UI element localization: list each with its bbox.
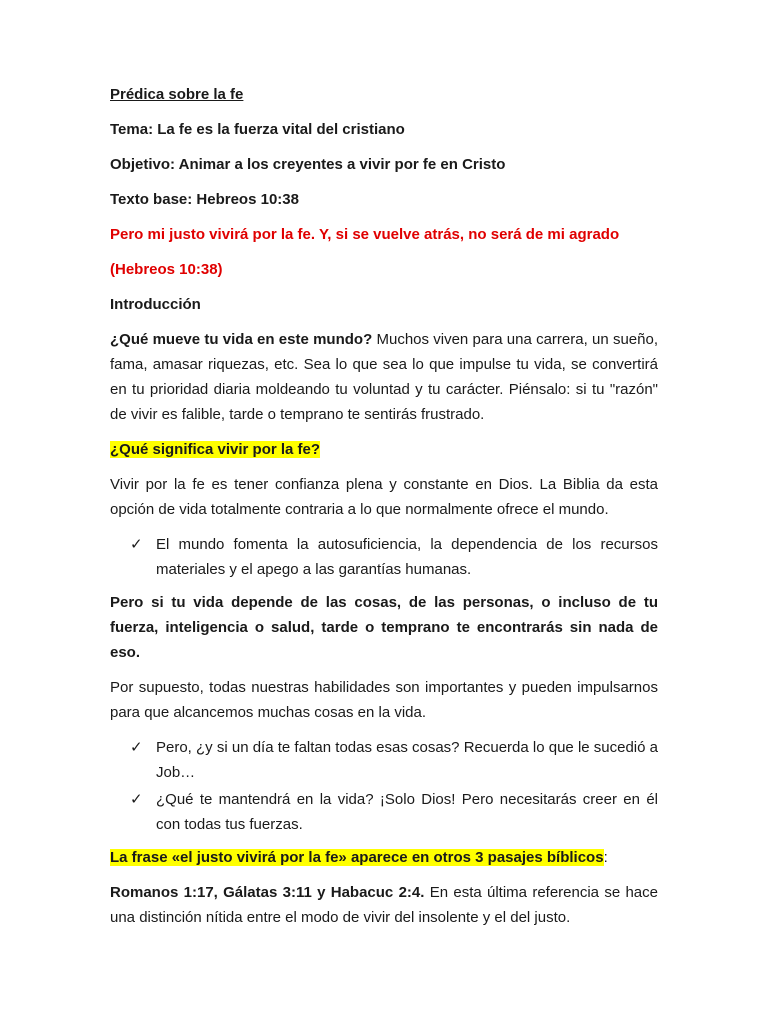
bible-verse-reference: (Hebreos 10:38) — [110, 261, 223, 278]
section2-heading-line — [110, 845, 658, 870]
objetivo-line: Objetivo: Animar a los creyentes a vivir por fe en Cristo — [110, 156, 506, 173]
section1-paragraph: Vivir por la fe es tener confianza plena y constante en Dios. La Biblia da esta opción de vida totalmente contraria a lo que normalmente ofrece el mundo. — [110, 476, 658, 518]
texto-base-line: Texto base: Hebreos 10:38 — [110, 191, 299, 208]
document-title: Prédica sobre la fe — [110, 86, 244, 103]
document-body — [110, 82, 658, 940]
checklist-item — [130, 787, 658, 837]
paragraph-2: Por supuesto, todas nuestras habilidades son importantes y pueden impulsarnos para que alcancemos muchas cosas en la vida. — [110, 679, 658, 721]
references-body: En esta última referencia se hace una distinción nítida entre el modo de vivir del insolente y el del justo. — [110, 884, 658, 926]
bible-verse: Pero mi justo vivirá por la fe. Y, si se vuelve atrás, no será de mi agrado — [110, 226, 620, 243]
section1-heading: ¿Qué significa vivir por la fe? — [110, 441, 321, 458]
intro-body: Muchos viven para una carrera, un sueño, fama, amasar riquezas, etc. Sea lo que sea lo que impulse tu vida, se convertirá en tu prioridad diaria moldeando tu voluntad y tu carácter. Piénsalo: si tu "razón" de vivir es falible, tarde o temprano te sentirás frustrado. — [110, 331, 658, 423]
check-mark-icon: ✓ — [130, 791, 143, 808]
intro-lead: ¿Qué mueve tu vida en este mundo? — [110, 331, 373, 348]
section2-colon: : — [603, 849, 608, 866]
check-mark-icon: ✓ — [130, 739, 143, 756]
checklist-item-text: ¿Qué te mantendrá en la vida? ¡Solo Dios! Pero necesitarás creer en él con todas tus fuerzas. — [156, 791, 658, 833]
checklist-item — [130, 735, 658, 785]
intro-heading: Introducción — [110, 296, 201, 313]
checklist-item — [130, 532, 658, 582]
tema-line: Tema: La fe es la fuerza vital del cristiano — [110, 121, 405, 138]
checklist-1 — [110, 532, 658, 582]
check-mark-icon: ✓ — [130, 536, 143, 553]
intro-paragraph — [110, 327, 658, 427]
checklist-item-text: El mundo fomenta la autosuficiencia, la dependencia de los recursos materiales y el apego a las garantías humanas. — [156, 536, 658, 578]
section2-heading: La frase «el justo vivirá por la fe» aparece en otros 3 pasajes bíblicos — [110, 849, 604, 866]
checklist-item-text: Pero, ¿y si un día te faltan todas esas cosas? Recuerda lo que le sucedió a Job… — [156, 739, 658, 781]
section1-heading-line — [110, 437, 658, 462]
references-paragraph — [110, 880, 658, 930]
checklist-2 — [110, 735, 658, 837]
references-lead: Romanos 1:17, Gálatas 3:11 y Habacuc 2:4. — [110, 884, 425, 901]
bold-paragraph: Pero si tu vida depende de las cosas, de las personas, o incluso de tu fuerza, inteligencia o salud, tarde o temprano te encontrarás sin nada de eso. — [110, 594, 658, 661]
